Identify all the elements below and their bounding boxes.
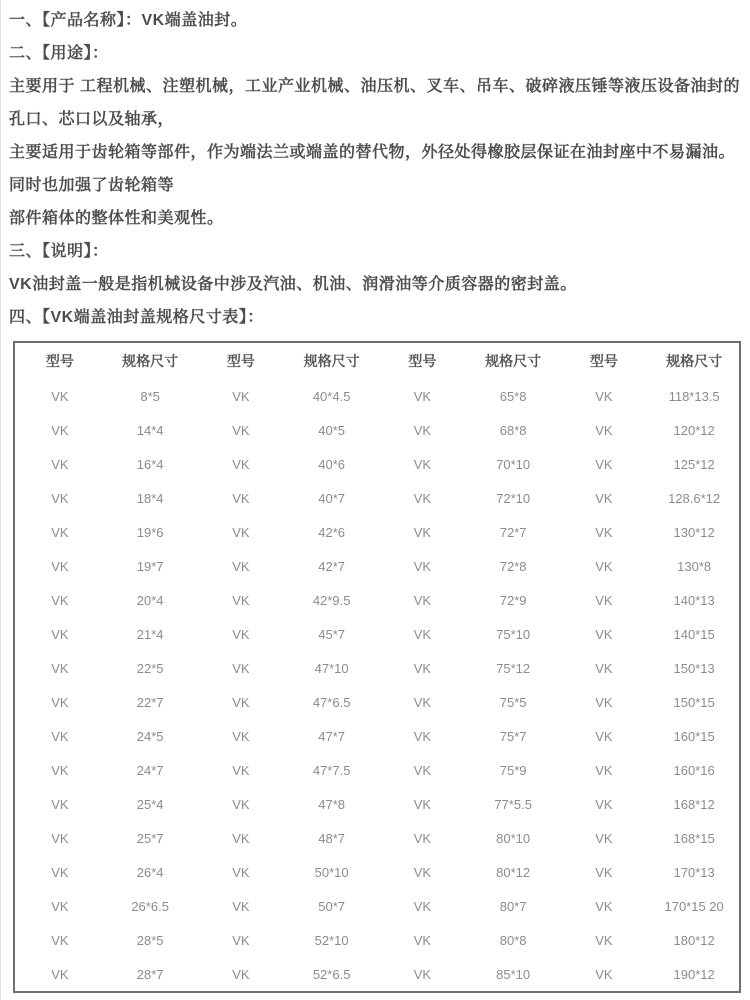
size-cell: 40*7: [318, 490, 345, 506]
size-cell: 170*15 20: [664, 898, 724, 914]
table-row: [14, 583, 740, 617]
size-cell: 72*8: [499, 558, 527, 574]
size-cell: 190*12: [673, 966, 715, 982]
model-cell: VK: [595, 898, 613, 914]
size-cell: 24*7: [136, 762, 164, 778]
size-cell: 45*7: [318, 626, 345, 642]
size-cell: 75*5: [499, 694, 527, 710]
model-cell: VK: [413, 966, 432, 982]
size-cell: 19*7: [136, 558, 164, 574]
table-row: [14, 413, 740, 447]
model-cell: VK: [413, 456, 432, 472]
size-cell: 14*4: [136, 422, 164, 438]
description-heading: 三、【说明】：: [9, 243, 109, 260]
model-cell: VK: [595, 490, 613, 506]
table-row: [14, 617, 740, 651]
model-cell: VK: [413, 422, 432, 438]
table-row: [14, 787, 740, 821]
size-cell: 47*7: [318, 728, 345, 744]
model-cell: VK: [595, 592, 613, 608]
size-cell: 85*10: [496, 966, 531, 982]
model-cell: VK: [232, 864, 250, 880]
model-cell: VK: [413, 558, 432, 574]
table-row: [14, 379, 740, 413]
size-cell: 52*10: [314, 932, 349, 948]
model-cell: VK: [595, 830, 613, 846]
model-cell: VK: [595, 966, 613, 982]
model-cell: VK: [595, 524, 613, 540]
size-cell: 50*7: [318, 898, 345, 914]
size-cell: 18*4: [136, 490, 164, 506]
size-cell: 77*5.5: [494, 796, 532, 812]
model-cell: VK: [413, 490, 432, 506]
model-cell: VK: [595, 558, 613, 574]
model-cell: VK: [232, 490, 250, 506]
size-cell: 130*12: [673, 524, 715, 540]
model-column-header: 型号: [408, 353, 437, 369]
model-cell: VK: [51, 524, 69, 540]
model-cell: VK: [51, 626, 69, 642]
model-cell: VK: [413, 898, 432, 914]
table-row: [14, 957, 740, 992]
size-cell: 180*12: [673, 932, 715, 948]
size-cell: 16*4: [136, 456, 164, 472]
spec-table-head: [14, 342, 740, 379]
model-cell: VK: [232, 456, 250, 472]
size-cell: 20*4: [136, 592, 164, 608]
size-cell: 50*10: [314, 864, 349, 880]
size-cell: 125*12: [673, 456, 715, 472]
size-cell: 8*5: [140, 388, 160, 404]
model-cell: VK: [232, 660, 250, 676]
size-cell: 25*7: [136, 830, 164, 846]
model-cell: VK: [51, 966, 69, 982]
size-cell: 118*13.5: [668, 388, 720, 404]
model-cell: VK: [51, 388, 69, 404]
size-cell: 42*7: [318, 558, 345, 574]
size-cell: 75*9: [499, 762, 527, 778]
model-cell: VK: [413, 728, 432, 744]
model-cell: VK: [51, 932, 69, 948]
size-cell: 80*8: [499, 932, 527, 948]
model-cell: VK: [413, 524, 432, 540]
size-cell: 22*5: [136, 660, 164, 676]
model-cell: VK: [232, 524, 250, 540]
table-row: [14, 719, 740, 753]
usage-heading: 二、【用途】：: [9, 45, 109, 62]
spec-table: [13, 341, 741, 993]
model-cell: VK: [595, 796, 613, 812]
model-cell: VK: [595, 388, 613, 404]
size-column-header: 规格尺寸: [303, 353, 360, 369]
model-cell: VK: [232, 796, 250, 812]
table-row: [14, 515, 740, 549]
size-cell: 72*10: [496, 490, 531, 506]
table-row: [14, 481, 740, 515]
size-cell: 40*5: [318, 422, 345, 438]
model-cell: VK: [413, 660, 432, 676]
table-row: [14, 447, 740, 481]
size-column-header: 规格尺寸: [485, 353, 542, 369]
table-row: [14, 651, 740, 685]
size-cell: 47*8: [318, 796, 345, 812]
table-row: [14, 821, 740, 855]
model-cell: VK: [232, 966, 250, 982]
model-cell: VK: [413, 932, 432, 948]
model-cell: VK: [595, 626, 613, 642]
size-cell: 75*10: [496, 626, 531, 642]
size-cell: 28*5: [136, 932, 164, 948]
model-cell: VK: [413, 694, 432, 710]
size-cell: 72*9: [499, 592, 527, 608]
size-cell: 80*7: [499, 898, 527, 914]
model-cell: VK: [595, 456, 613, 472]
model-cell: VK: [51, 796, 69, 812]
size-cell: 47*7.5: [312, 762, 351, 778]
model-cell: VK: [232, 388, 250, 404]
model-cell: VK: [51, 864, 69, 880]
model-cell: VK: [232, 592, 250, 608]
size-cell: 120*12: [673, 422, 715, 438]
size-cell: 130*8: [677, 558, 712, 574]
model-cell: VK: [595, 422, 613, 438]
size-cell: 68*8: [499, 422, 527, 438]
usage-paragraph-1: 主要用于 工程机械、注塑机械，工业产业机械、油压机、叉车、吊车、破碎液压锤等液压设备油封的孔口、芯口以及轴承，: [9, 78, 740, 128]
size-cell: 140*15: [673, 626, 715, 642]
model-cell: VK: [413, 796, 432, 812]
size-cell: 26*6.5: [131, 898, 169, 914]
model-cell: VK: [51, 694, 69, 710]
size-cell: 65*8: [499, 388, 527, 404]
model-cell: VK: [232, 626, 250, 642]
model-cell: VK: [232, 694, 250, 710]
model-cell: VK: [51, 660, 69, 676]
spec-table-heading: 四、【VK端盖油封盖规格尺寸表】：: [9, 309, 264, 326]
size-cell: 25*4: [136, 796, 164, 812]
model-cell: VK: [51, 898, 69, 914]
model-cell: VK: [413, 626, 432, 642]
size-cell: 168*12: [673, 796, 715, 812]
size-cell: 160*16: [673, 762, 715, 778]
model-cell: VK: [51, 456, 69, 472]
header-row: [14, 342, 740, 379]
size-cell: 47*10: [314, 660, 349, 676]
size-cell: 80*10: [496, 830, 531, 846]
size-cell: 48*7: [318, 830, 345, 846]
usage-paragraph-2: 主要适用于齿轮箱等部件，作为端法兰或端盖的替代物，外径处得橡胶层保证在油封座中不易漏油。同时也加强了齿轮箱等: [9, 144, 736, 194]
size-cell: 22*7: [136, 694, 164, 710]
size-cell: 150*13: [673, 660, 715, 676]
model-cell: VK: [232, 830, 250, 846]
size-cell: 80*12: [496, 864, 531, 880]
size-cell: 70*10: [496, 456, 531, 472]
size-cell: 42*9.5: [312, 592, 351, 608]
model-column-header: 型号: [45, 353, 74, 369]
size-cell: 140*13: [673, 592, 715, 608]
model-cell: VK: [51, 592, 69, 608]
model-column-header: 型号: [226, 353, 255, 369]
size-column-header: 规格尺寸: [666, 353, 723, 369]
model-cell: VK: [595, 728, 613, 744]
table-row: [14, 685, 740, 719]
size-cell: 75*7: [499, 728, 527, 744]
model-cell: VK: [51, 728, 69, 744]
model-cell: VK: [51, 422, 69, 438]
model-cell: VK: [51, 762, 69, 778]
document-text-block: [1, 0, 750, 334]
size-cell: 47*6.5: [312, 694, 351, 710]
model-cell: VK: [413, 830, 432, 846]
table-row: [14, 855, 740, 889]
model-cell: VK: [595, 864, 613, 880]
model-cell: VK: [232, 422, 250, 438]
size-cell: 170*13: [673, 864, 715, 880]
table-row: [14, 753, 740, 787]
model-cell: VK: [232, 898, 250, 914]
model-cell: VK: [51, 490, 69, 506]
size-cell: 168*15: [673, 830, 715, 846]
model-cell: VK: [595, 660, 613, 676]
table-row: [14, 923, 740, 957]
size-cell: 40*6: [318, 456, 345, 472]
model-cell: VK: [413, 388, 432, 404]
model-column-header: 型号: [589, 353, 618, 369]
model-cell: VK: [595, 932, 613, 948]
model-cell: VK: [413, 592, 432, 608]
model-cell: VK: [232, 932, 250, 948]
table-row: [14, 549, 740, 583]
size-cell: 28*7: [136, 966, 164, 982]
table-row: [14, 889, 740, 923]
size-cell: 150*15: [673, 694, 715, 710]
model-cell: VK: [232, 728, 250, 744]
usage-paragraph-3: 部件箱体的整体性和美观性。: [9, 210, 224, 227]
size-cell: 72*7: [499, 524, 527, 540]
size-cell: 75*12: [496, 660, 531, 676]
model-cell: VK: [232, 762, 250, 778]
size-cell: 19*6: [136, 524, 164, 540]
product-name-heading: 一、【产品名称】：VK端盖油封。: [9, 12, 248, 29]
size-cell: 26*4: [136, 864, 164, 880]
size-cell: 160*15: [673, 728, 715, 744]
model-cell: VK: [413, 762, 432, 778]
size-cell: 21*4: [136, 626, 164, 642]
model-cell: VK: [232, 558, 250, 574]
description-paragraph: VK油封盖一般是指机械设备中涉及汽油、机油、润滑油等介质容器的密封盖。: [9, 276, 577, 293]
size-cell: 128.6*12: [668, 490, 721, 506]
model-cell: VK: [51, 558, 69, 574]
size-cell: 24*5: [136, 728, 164, 744]
model-cell: VK: [595, 762, 613, 778]
spec-table-body: [14, 379, 740, 992]
size-column-header: 规格尺寸: [122, 353, 179, 369]
model-cell: VK: [595, 694, 613, 710]
model-cell: VK: [51, 830, 69, 846]
model-cell: VK: [413, 864, 432, 880]
size-cell: 42*6: [318, 524, 345, 540]
size-cell: 52*6.5: [312, 966, 351, 982]
size-cell: 40*4.5: [312, 388, 351, 404]
